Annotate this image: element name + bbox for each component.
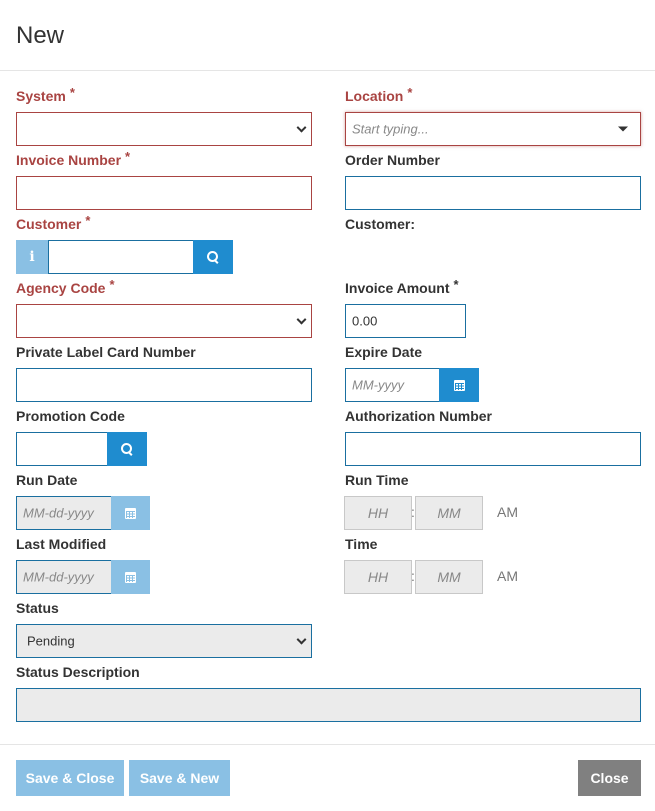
calendar-icon xyxy=(454,380,465,391)
run-time-minute-input[interactable]: MM xyxy=(415,496,483,530)
chevron-down-icon xyxy=(297,635,307,645)
system-select[interactable] xyxy=(16,112,312,146)
required-marker: * xyxy=(407,85,413,100)
calendar-icon xyxy=(125,508,136,519)
expire-date-placeholder: MM-yyyy xyxy=(352,377,404,393)
system-label: System * xyxy=(16,85,75,104)
time-hour-input[interactable]: HH xyxy=(344,560,412,594)
run-time-hour-input[interactable]: HH xyxy=(344,496,412,530)
agency-code-select[interactable] xyxy=(16,304,312,338)
order-number-input[interactable] xyxy=(345,176,641,210)
close-button[interactable]: Close xyxy=(578,760,641,796)
location-placeholder: Start typing... xyxy=(352,121,429,137)
run-time-separator: : xyxy=(411,504,415,520)
invoice-amount-input[interactable] xyxy=(345,304,466,338)
customer-input[interactable] xyxy=(48,240,194,274)
status-select[interactable] xyxy=(16,624,312,658)
customer-display-label: Customer: xyxy=(345,216,416,232)
status-description-input[interactable] xyxy=(16,688,641,722)
save-new-button[interactable]: Save & New xyxy=(129,760,230,796)
required-marker: * xyxy=(69,85,75,100)
chevron-down-icon xyxy=(297,123,307,133)
info-icon: i xyxy=(29,249,35,265)
expire-date-label: Expire Date xyxy=(345,344,423,360)
run-date-calendar-button[interactable] xyxy=(111,496,150,530)
dialog-title: New xyxy=(16,22,65,49)
run-date-label: Run Date xyxy=(16,472,78,488)
expire-date-input[interactable] xyxy=(345,368,440,402)
customer-label: Customer * xyxy=(16,213,91,232)
save-close-button[interactable]: Save & Close xyxy=(16,760,124,796)
agency-code-label: Agency Code * xyxy=(16,277,115,296)
promotion-code-search-button[interactable] xyxy=(107,432,147,466)
time-label: Time xyxy=(345,536,378,552)
expire-date-calendar-button[interactable] xyxy=(439,368,479,402)
run-date-input[interactable] xyxy=(16,496,112,530)
required-marker: * xyxy=(109,277,115,292)
invoice-number-label: Invoice Number * xyxy=(16,149,131,168)
order-number-label: Order Number xyxy=(345,152,440,168)
last-modified-calendar-button[interactable] xyxy=(111,560,150,594)
required-marker: * xyxy=(125,149,131,164)
customer-search-button[interactable] xyxy=(193,240,233,274)
private-label-card-label: Private Label Card Number xyxy=(16,344,196,360)
invoice-amount-label: Invoice Amount * xyxy=(345,277,459,296)
required-marker: * xyxy=(453,277,459,292)
invoice-amount-value: 0.00 xyxy=(352,313,378,329)
run-time-ampm-toggle[interactable]: AM xyxy=(497,504,518,520)
status-value: Pending xyxy=(27,633,75,649)
private-label-card-input[interactable] xyxy=(16,368,312,402)
status-label: Status xyxy=(16,600,59,616)
search-icon xyxy=(121,443,134,456)
authorization-number-input[interactable] xyxy=(345,432,641,466)
search-icon xyxy=(207,251,220,264)
last-modified-label: Last Modified xyxy=(16,536,107,552)
last-modified-input[interactable] xyxy=(16,560,112,594)
run-time-label: Run Time xyxy=(345,472,409,488)
required-marker: * xyxy=(85,213,91,228)
customer-info-button[interactable] xyxy=(16,240,48,274)
header-divider xyxy=(0,70,655,71)
location-combobox[interactable] xyxy=(345,112,641,146)
caret-down-icon[interactable] xyxy=(618,127,628,132)
time-ampm-toggle[interactable]: AM xyxy=(497,568,518,584)
promotion-code-label: Promotion Code xyxy=(16,408,125,424)
location-label: Location * xyxy=(345,85,413,104)
run-date-placeholder: MM-dd-yyyy xyxy=(23,505,94,521)
time-separator: : xyxy=(411,568,415,584)
time-minute-input[interactable]: MM xyxy=(415,560,483,594)
last-modified-placeholder: MM-dd-yyyy xyxy=(23,569,94,585)
chevron-down-icon xyxy=(297,315,307,325)
status-description-label: Status Description xyxy=(16,664,140,680)
footer-divider xyxy=(0,744,655,745)
promotion-code-input[interactable] xyxy=(16,432,108,466)
authorization-number-label: Authorization Number xyxy=(345,408,492,424)
invoice-number-input[interactable] xyxy=(16,176,312,210)
calendar-icon xyxy=(125,572,136,583)
